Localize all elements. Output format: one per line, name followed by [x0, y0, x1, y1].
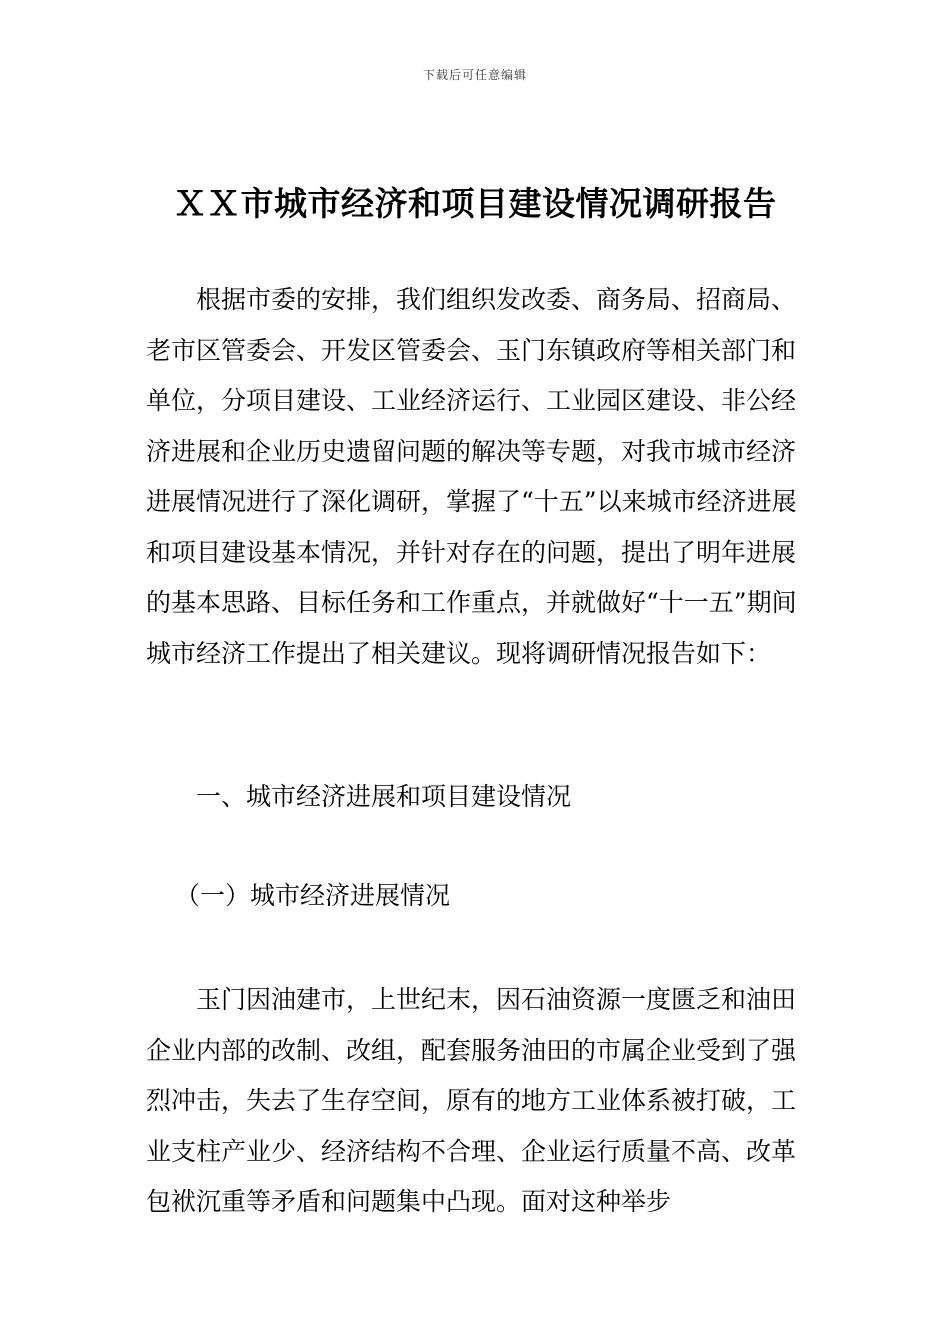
- intro-paragraph: 根据市委的安排，我们组织发改委、商务局、招商局、老市区管委会、开发区管委会、玉门东镇政府等相关部门和单位，分项目建设、工业经济运行、工业园区建设、非公经济进展和企业历史遗留问题的解决等专题，对我市城市经济进展情况进行了深化调研，掌握了“十五”以来城市经济进展和项目建设基本情况，并针对存在的问题，提出了明年进展的基本思路、目标任务和工作重点，并就做好“十一五”期间城市经济工作提出了相关建议。现将调研情况报告如下：: [146, 285, 797, 668]
- document-title: ＸＸ市城市经济和项目建设情况调研报告: [173, 184, 777, 223]
- body-paragraph: 玉门因油建市，上世纪末，因石油资源一度匮乏和油田企业内部的改制、改组，配套服务油田的市属企业受到了强烈冲击，失去了生存空间，原有的地方工业体系被打破，工业支柱产业少、经济结构不合理、企业运行质量不高、改革包袱沉重等矛盾和问题集中凸现。面对这种举步: [146, 985, 797, 1216]
- section-heading: 一、城市经济进展和项目建设情况: [196, 782, 572, 811]
- subsection-heading: （一）城市经济进展情况: [175, 881, 451, 910]
- page-header-note: 下载后可任意编辑: [422, 68, 527, 82]
